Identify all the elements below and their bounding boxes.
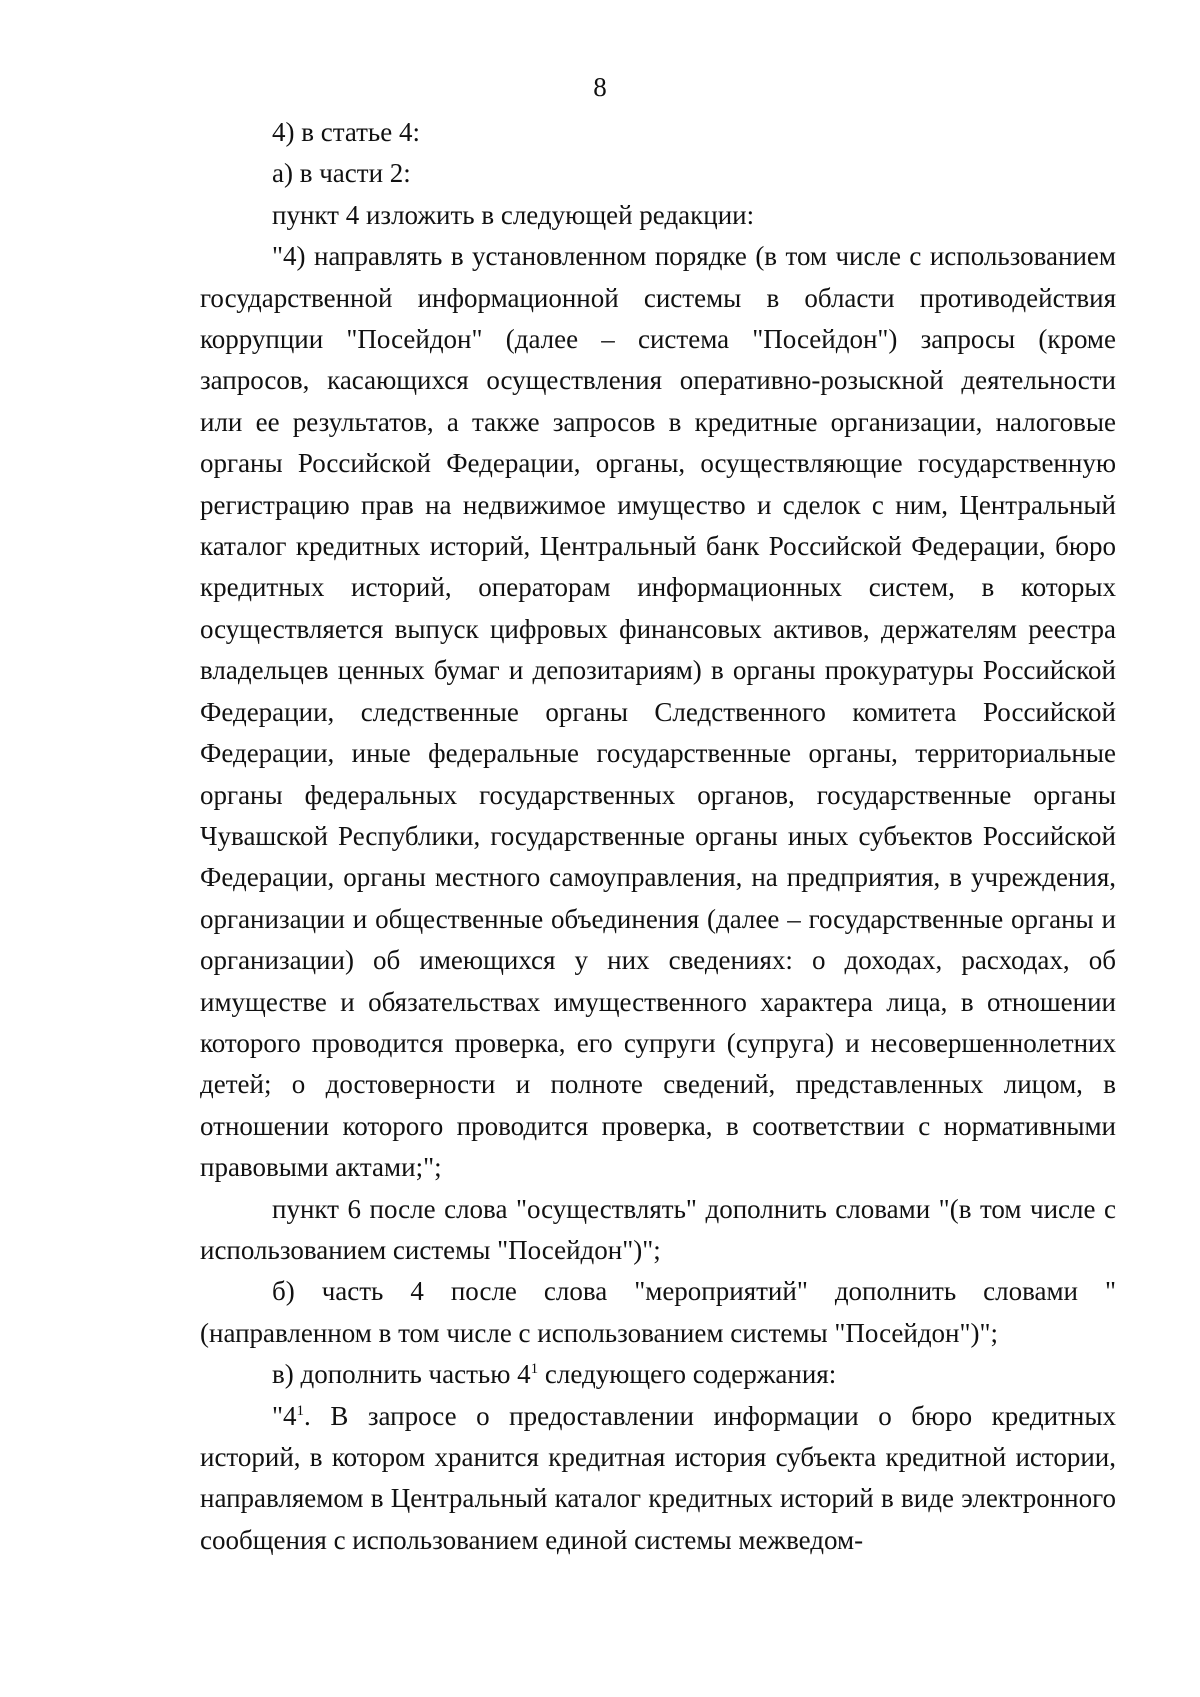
superscript-1: 1 [296,1402,305,1419]
paragraph-part-2: а) в части 2: [272,158,411,189]
paragraph-article-4: 4) в статье 4: [272,117,420,147]
paragraph-part-4-1-text [200,1396,1116,1562]
document-body [200,112,1116,1561]
paragraph-add-part-4-1-before: в) дополнить частью 4 [272,1359,531,1390]
paragraph-part-4: б) часть 4 после слова "мероприятий" дополнить словами "(направленном в том числе с использованием системы "Посейдон")"; [200,1276,1116,1348]
paragraph-add-part-4-1 [200,1354,1116,1395]
paragraph-add-part-4-1-after: следующего содержания: [538,1359,837,1390]
superscript-1: 1 [530,1361,539,1378]
paragraph-part-4-1-after: . В запросе о предоставлении информации о бюро кредитных историй, в котором хранится кредитная история субъекта кредитной истории, направляемом в Центральный каталог кредитных историй в виде электронного сообщения с использованием единой системы межведом- [200,1400,1116,1555]
page-number: 8 [593,72,607,102]
paragraph-part-4-1-before: "4 [272,1400,297,1431]
paragraph-point-4-intro: пункт 4 изложить в следующей редакции: [272,199,755,230]
paragraph-point-6: пункт 6 после слова "осуществлять" дополнить словами "(в том числе с использованием системы "Посейдон")"; [200,1193,1116,1265]
paragraph-point-4-text: "4) направлять в установленном порядке (в том числе с использованием государственной информационной системы в области противодействия коррупции "Посейдон" (далее – система "Посейдон") запросы (кроме запросов, касающихся осуществления оперативно-розыскной деятельности или ее результатов, а также запросов в кредитные организации, налоговые органы Российской Федерации, органы, осуществляющие государственную регистрацию прав на недвижимое имущество и сделок с ним, Центральный каталог кредитных историй, Центральный банк Российской Федерации, бюро кредитных историй, операторам информационных систем, в которых осуществляется выпуск цифровых финансовых активов, держателям реестра владельцев ценных бумаг и депозитариям) в органы прокуратуры Российской Федерации, следственные органы Следственного комитета Российской Федерации, иные федеральные государственные органы, территориальные органы федеральных государственных органов, государственные органы Чувашской Республики, государственные органы иных субъектов Российской Федерации, органы местного самоуправления, на предприятия, в учреждения, организации и общественные объединения (далее – государственные органы и организации) об имеющихся у них сведениях: о доходах, расходах, об имуществе и обязательствах имущественного характера лица, в отношении которого проводится проверка, его супруги (супруга) и несовершеннолетних детей; о достоверности и полноте сведений, представленных лицом, в отношении которого проводится проверка, в соответствии с нормативными правовыми актами;"; [200,241,1116,1183]
